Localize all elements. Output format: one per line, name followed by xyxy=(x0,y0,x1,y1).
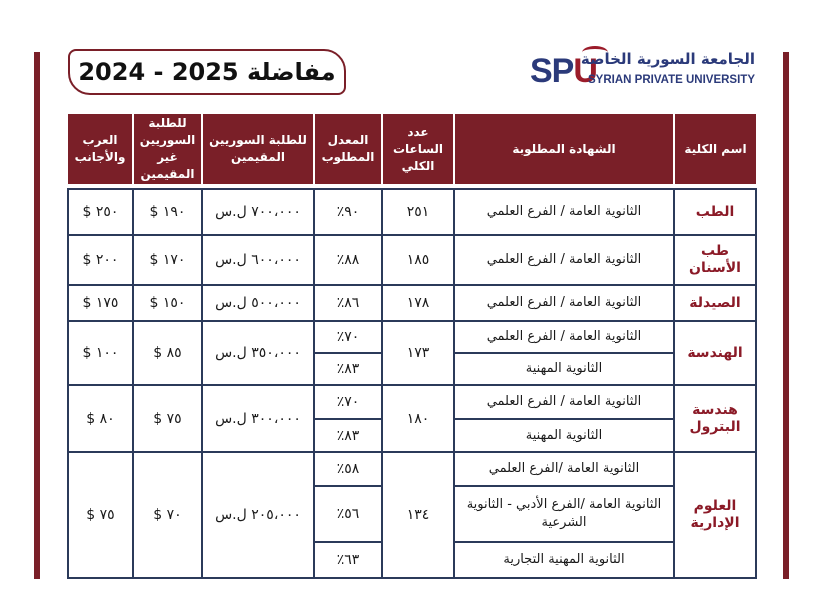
fee-foreign-cell: ٨٠ $ xyxy=(68,385,133,452)
fee-foreign-cell: ١٧٥ $ xyxy=(68,285,133,321)
admission-period-title: مفاضلة 2025 - 2024 xyxy=(68,49,346,95)
right-frame-bar xyxy=(783,52,789,579)
fee-resident-cell: ٣٥٠،٠٠٠ ل.س xyxy=(202,321,314,385)
left-frame-bar xyxy=(34,52,40,579)
certificate-cell: الثانوية العامة / الفرع العلمي xyxy=(454,189,674,235)
certificate-cell: الثانوية العامة / الفرع العلمي xyxy=(454,235,674,285)
gpa-cell: ٦٣٪ xyxy=(314,542,382,578)
hours-cell: ١٨٥ xyxy=(382,235,454,285)
faculty-cell: طب الأسنان xyxy=(674,235,756,285)
faculty-cell: الصيدلة xyxy=(674,285,756,321)
fee-resident-cell: ٢٠٥،٠٠٠ ل.س xyxy=(202,452,314,578)
fee-resident-cell: ٦٠٠،٠٠٠ ل.س xyxy=(202,235,314,285)
fee-resident-cell: ٥٠٠،٠٠٠ ل.س xyxy=(202,285,314,321)
gpa-cell: ٨٨٪ xyxy=(314,235,382,285)
faculty-cell: هندسة البترول xyxy=(674,385,756,452)
certificate-cell: الثانوية العامة / الفرع العلمي xyxy=(454,285,674,321)
gpa-cell: ٨٣٪ xyxy=(314,419,382,452)
fee-nonresident-cell: ٧٠ $ xyxy=(133,452,202,578)
table-row-engineering xyxy=(68,321,756,353)
header-foreigners: العرب والأجانب xyxy=(68,114,133,184)
gpa-cell: ٧٠٪ xyxy=(314,385,382,419)
hours-cell: ١٧٨ xyxy=(382,285,454,321)
table-row-administrative xyxy=(68,452,756,486)
hours-cell: ١٧٣ xyxy=(382,321,454,385)
fee-nonresident-cell: ٨٥ $ xyxy=(133,321,202,385)
logo-mark: SPU xyxy=(530,52,597,90)
gpa-cell: ٨٦٪ xyxy=(314,285,382,321)
certificate-cell: الثانوية العامة / الفرع العلمي xyxy=(454,321,674,353)
admissions-table-container xyxy=(67,114,755,584)
fee-foreign-cell: ١٠٠ $ xyxy=(68,321,133,385)
hours-cell: ١٣٤ xyxy=(382,452,454,578)
header-certificate: الشهادة المطلوبة xyxy=(454,114,674,184)
certificate-cell: الثانوية المهنية xyxy=(454,353,674,385)
fee-nonresident-cell: ١٧٠ $ xyxy=(133,235,202,285)
fee-foreign-cell: ٢٥٠ $ xyxy=(68,189,133,235)
table-row-dentistry xyxy=(68,235,756,285)
certificate-cell: الثانوية العامة /الفرع الأدبي - الثانوية الشرعية xyxy=(454,486,674,542)
fee-resident-cell: ٧٠٠،٠٠٠ ل.س xyxy=(202,189,314,235)
gpa-cell: ٧٠٪ xyxy=(314,321,382,353)
gpa-cell: ٨٣٪ xyxy=(314,353,382,385)
header-syrian-nonresidents: للطلبة السوريين غير المقيمين xyxy=(133,114,202,184)
table-row-pharmacy xyxy=(68,285,756,321)
certificate-cell: الثانوية المهنية xyxy=(454,419,674,452)
hours-cell: ١٨٠ xyxy=(382,385,454,452)
admissions-table xyxy=(67,114,757,579)
fee-nonresident-cell: ٧٥ $ xyxy=(133,385,202,452)
hours-cell: ٢٥١ xyxy=(382,189,454,235)
faculty-cell: الهندسة xyxy=(674,321,756,385)
certificate-cell: الثانوية المهنية التجارية xyxy=(454,542,674,578)
gpa-cell: ٩٠٪ xyxy=(314,189,382,235)
table-header-row xyxy=(68,114,756,184)
table-row-petroleum xyxy=(68,385,756,419)
header-syrian-residents: للطلبة السوريين المقيمين xyxy=(202,114,314,184)
fee-foreign-cell: ٧٥ $ xyxy=(68,452,133,578)
logo-english-name: SYRIAN PRIVATE UNIVERSITY xyxy=(588,74,755,86)
header-hours: عدد الساعات الكلي xyxy=(382,114,454,184)
fee-foreign-cell: ٢٠٠ $ xyxy=(68,235,133,285)
fee-resident-cell: ٣٠٠،٠٠٠ ل.س xyxy=(202,385,314,452)
fee-nonresident-cell: ١٥٠ $ xyxy=(133,285,202,321)
header-faculty: اسم الكلية xyxy=(674,114,756,184)
header-gpa: المعدل المطلوب xyxy=(314,114,382,184)
faculty-cell: العلوم الإدارية xyxy=(674,452,756,578)
university-logo xyxy=(530,50,755,92)
gpa-cell: ٥٦٪ xyxy=(314,486,382,542)
logo-arabic-name: الجامعة السورية الخاصة xyxy=(580,50,755,68)
gpa-cell: ٥٨٪ xyxy=(314,452,382,486)
certificate-cell: الثانوية العامة /الفرع العلمي xyxy=(454,452,674,486)
table-row-medicine xyxy=(68,189,756,235)
fee-nonresident-cell: ١٩٠ $ xyxy=(133,189,202,235)
certificate-cell: الثانوية العامة / الفرع العلمي xyxy=(454,385,674,419)
faculty-cell: الطب xyxy=(674,189,756,235)
